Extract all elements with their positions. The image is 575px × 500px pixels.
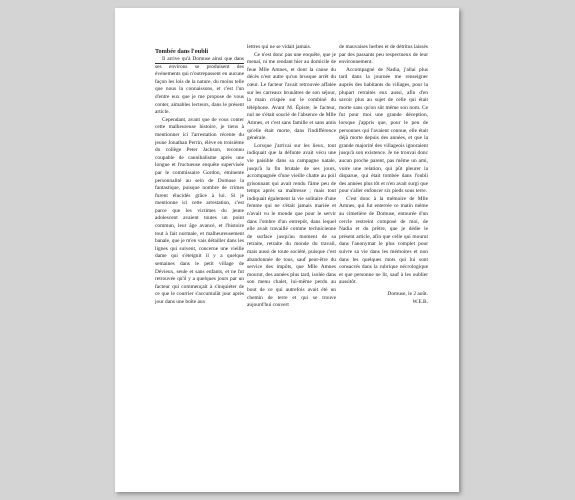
title-underline <box>155 63 244 64</box>
signature-initials: W.E.B. <box>412 298 428 305</box>
article-column-2 <box>247 44 336 310</box>
article-column-1 <box>155 48 244 307</box>
article-title: Tombée dans l'oubli <box>155 48 209 55</box>
paragraph: C'est donc à la mémoire de Mlle Amnes, qui fut enterrée ce matin même au cimetière de Domuse, entourée d'un cercle restreint composé de moi, de Nadia et du prêtre, que je dédie le présent article, afin que celle qui mourut dans l'anonymat le plus complet pour suivre sa vie dans les mémoires et non dans les quelques mots qui lui sont consacrés dans la rubrique nécrologique et que personne ne lit, sauf à les oublier aussitôt. <box>339 195 428 286</box>
paragraph: Cependant, avant que de vous conter cette malheureuse histoire, je tiens à mentionner ici l'arrestation récente du jeune Jonathan Perrin, élève en troisième du collège Peter Jackson, reconnu coupable de cannibalisme après une longue et fructueuse enquête supervisée par le commissaire Gordon, éminente personnalité au sein de Domuse la fantastique, puisque nombre de crimes furent élucidés grâce à lui. Si je mentionne ici cette arrestation, c'est parce que les victimes du jeune adolescent avaient toutes un point commun, leur âge avancé, et l'histoire tout à fait normale, et malheureusement banale, que je m'en vais détailler dans les lignes qui suivent, concerne une vieille dame qui s'éteignit il y a quelque semaines dans le petit village de Dévieux, seule et sans enfants, et ne fut retrouvée qu'il y a quelques jours par un facteur qui commençait à s'inquiéter de ce que le courrier s'accumulât jour après jour dans une boîte aux <box>155 116 244 305</box>
signature <box>339 291 428 306</box>
paragraph: Ce n'est donc pas une enquête, que je menai, ni me rendant hier au domicile de feue Mlle Amnes, et dont la cause du décès n'est autre qu'un brusque arrêt du cœur. Le facteur l'avait retrouvée affalée sur les carreaux brunâtres de son séjour, la main crispée sur le combiné du téléphone. Avant M. Épiste, le facteur, nul ne s'était soucié de l'absence de Mlle Amnes, et c'est sans famille et sans amis qu'elle était morte, dans l'indifférence générale. <box>247 51 336 142</box>
paragraph: lettres qui ne se vidait jamais. <box>247 44 312 50</box>
paragraph: Accompagné de Nadia, j'allai plus tard dans la journée me renseigner auprès des habitants du villages, pour la plupart retraités eux aussi, afin d'en savoir plus au sujet de celle qui était morte sans qu'on sût même son nom. Ce fut pour moi une grande déception, lorsque j'appris que, pour le peu de personnes qui l'avaient connue, elle était déjà morte depuis des années, et que la grande majorité des villageois ignoraient jusqu'à son existence. Je ne trouvai donc aucun proche parent, pas même un ami, voire une relation, qui pût pleurer la disparue, qui était tombée dans l'oubli des années plus tôt et n'en avait surgi que pour s'aller enfoncer six pieds sous terre. <box>339 66 428 195</box>
paragraph: Lorsque j'arrivai sur les lieux, tout indiquait que la défunte avait vécu une vie paisible dans sa campagne natale, jusqu'à la fin brutale de ses jours, accompagnée d'une vieille chatte au poil grisonnant qui avait rendu l'âme peu de temps après sa maîtresse ; mais tout indiquait également la vie solitaire d'une femme qui ne s'était jamais mariée et n'avait vu le monde que pour le servir dans l'ombre d'un entrepôt, dans lequel elle avait travaillé comme technicienne de surface jusqu'au moment de sa retraite, retraite du monde du travail, mais aussi de toute société, puisque c'est abandonnée de tous, sauf peut-être du service des impôts, que Mlle Amnes mourut, des années plus tard, isolée dans son menu chalet, lui-même perdu au bout de ce qui autrefois avait été un chemin de terre et qui se trouve aujourd'hui couvert <box>247 142 336 309</box>
signature-place-date: Domuse, le 2 août. <box>387 291 428 297</box>
document-page <box>115 8 459 492</box>
paragraph: de mauvaises herbes et de détritus laissés par des passants peu respectueux de leur environnement. <box>339 44 428 66</box>
paragraph: Il arrive qu'à Domuse ainsi que dans ses environs se produisent des événements qui n'outrepassent en aucune façon les lois de la nature, du moins telle que nous la connaissons, et c'est l'un d'entre eux que je me propose de vous conter, aimables lecteurs, dans le présent article. <box>155 56 244 116</box>
article-column-3 <box>339 44 428 306</box>
